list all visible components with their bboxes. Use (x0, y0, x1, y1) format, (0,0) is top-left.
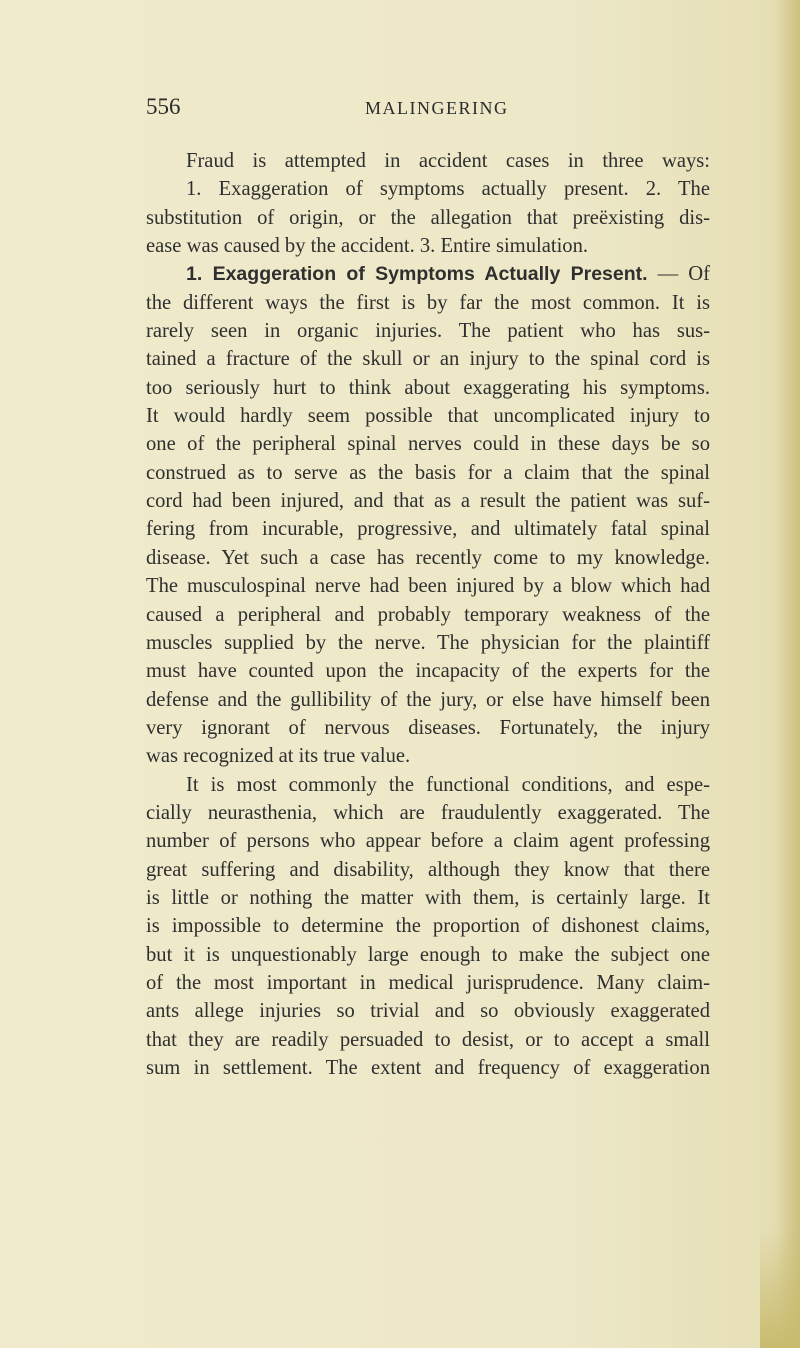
text-line: defense and the gullibility of the jury, or else have himself been (146, 688, 710, 711)
text-line: cially neurasthenia, which are fraudulently exaggerated. The (146, 801, 710, 824)
text-line: ants allege injuries so trivial and so obviously exaggerated (146, 1000, 710, 1023)
text-line: rarely seen in organic injuries. The patient who has sus- (146, 320, 710, 343)
text-line: construed as to serve as the basis for a claim that the spinal (146, 461, 710, 484)
text-line: that they are readily persuaded to desist, or to accept a small (146, 1028, 710, 1051)
text-line: disease. Yet such a case has recently come to my knowledge. (146, 546, 710, 569)
text-line: sum in settlement. The extent and frequency of exaggeration (146, 1057, 710, 1079)
paragraph-exaggeration (146, 260, 710, 770)
running-head: MALINGERING (365, 98, 509, 118)
heading-tail: — Of (647, 263, 710, 286)
text-line: fering from incurable, progressive, and ultimately fatal spinal (146, 518, 710, 541)
text-line: It is most commonly the functional conditions, and espe- (186, 773, 710, 796)
text-line: the different ways the first is by far the most common. It is (146, 291, 710, 314)
text-line: is impossible to determine the proportion of dishonest claims, (146, 915, 710, 938)
text-line: great suffering and disability, although they know that there (146, 858, 710, 881)
page-header (146, 94, 706, 128)
text-line: but it is unquestionably large enough to make the subject one (146, 943, 710, 966)
text-line: ease was caused by the accident. 3. Entire simulation. (146, 235, 589, 258)
page-number: 556 (146, 94, 181, 119)
text-line: caused a peripheral and probably temporary weakness of the (146, 603, 710, 626)
paragraph-intro (146, 147, 710, 260)
text-line: muscles supplied by the nerve. The physician for the plaintiff (146, 631, 710, 654)
text-line: is little or nothing the matter with them, is certainly large. It (146, 886, 710, 909)
text-line: substitution of origin, or the allegation that preëxisting dis- (146, 206, 710, 229)
paragraph-functional (146, 771, 710, 1083)
text-line: 1. Exaggeration of symptoms actually present. 2. The (186, 178, 710, 201)
text-line: must have counted upon the incapacity of the experts for the (146, 660, 710, 683)
page-corner-stain (760, 1228, 800, 1348)
text-line: It would hardly seem possible that uncomplicated injury to (146, 405, 710, 428)
text-line: one of the peripheral spinal nerves could in these days be so (146, 433, 710, 456)
section-heading: 1. Exaggeration of Symptoms Actually Present. (186, 263, 648, 286)
text-line: Fraud is attempted in accident cases in three ways: (186, 150, 710, 172)
body-text (146, 147, 710, 1082)
text-line: number of persons who appear before a claim agent professing (146, 830, 710, 853)
text-line: very ignorant of nervous diseases. Fortunately, the injury (146, 716, 710, 739)
text-line: cord had been injured, and that as a result the patient was suf- (146, 490, 710, 513)
text-line: of the most important in medical jurisprudence. Many claim- (146, 971, 710, 994)
text-line: too seriously hurt to think about exaggerating his symptoms. (146, 376, 710, 399)
heading-line (146, 260, 710, 288)
text-line: was recognized at its true value. (146, 745, 411, 768)
page-edge-shadow (778, 0, 800, 1348)
text-line: The musculospinal nerve had been injured by a blow which had (146, 575, 710, 598)
text-line: tained a fracture of the skull or an injury to the spinal cord is (146, 348, 710, 371)
